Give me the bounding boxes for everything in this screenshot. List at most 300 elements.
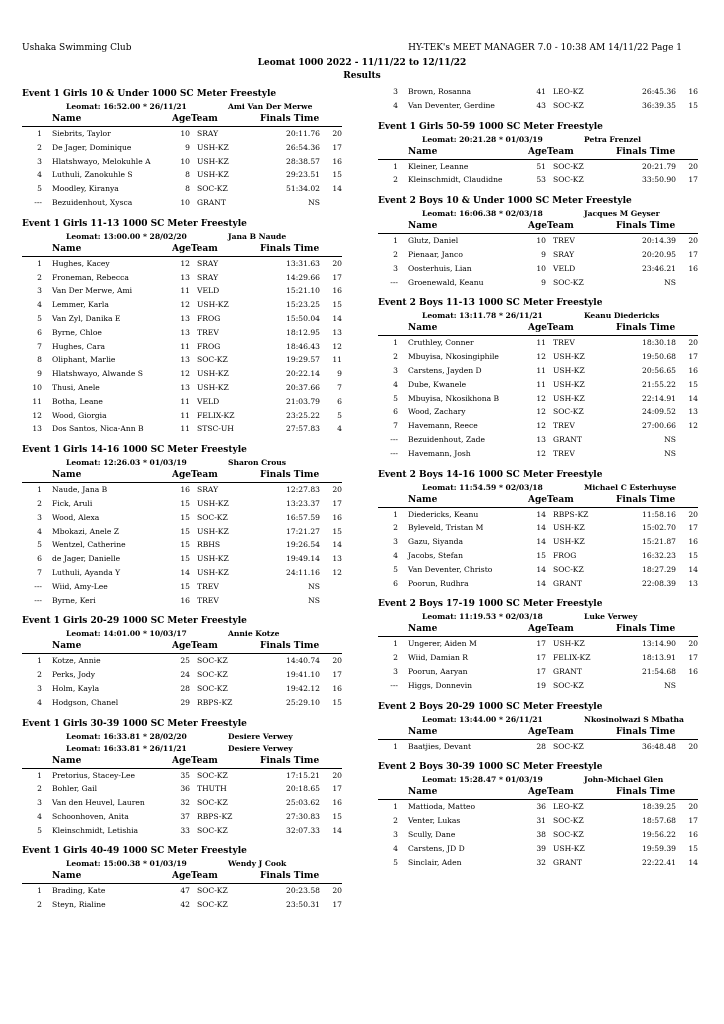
place: 1 <box>37 886 42 896</box>
points: 14 <box>332 825 342 835</box>
header-ageteam: AgeTeam <box>528 787 574 798</box>
finals-time: 18:39.25 <box>642 802 676 812</box>
points: 14 <box>332 184 342 194</box>
team: RBHS <box>197 540 221 550</box>
header-ageteam: AgeTeam <box>528 221 574 232</box>
event-block <box>378 701 698 754</box>
finals-time: 18:13.91 <box>642 653 676 663</box>
swimmer-name: Lemmer, Karla <box>52 300 109 310</box>
team: FELIX-KZ <box>553 653 591 663</box>
team: SOC-KZ <box>197 900 228 910</box>
event-block <box>378 121 698 188</box>
result-row <box>22 367 342 381</box>
record-holder: Michael C Esterhuyse <box>584 482 677 492</box>
place: 4 <box>37 170 42 180</box>
points: 13 <box>332 554 342 564</box>
place: 2 <box>393 175 398 185</box>
points: 16 <box>332 683 342 693</box>
place: 1 <box>37 656 42 666</box>
team: SRAY <box>553 249 575 259</box>
finals-time: 18:57.68 <box>642 816 676 826</box>
age: 19 <box>536 680 546 690</box>
team: SOC-KZ <box>197 798 228 808</box>
points: 16 <box>688 666 698 676</box>
points: 12 <box>688 421 698 431</box>
result-row <box>378 577 698 591</box>
finals-time: 23:50.31 <box>286 900 320 910</box>
finals-time: 20:23.58 <box>286 886 320 896</box>
result-row <box>378 563 698 577</box>
swimmer-name: Froneman, Rebecca <box>52 272 129 282</box>
team: GRANT <box>197 197 226 207</box>
result-row <box>22 155 342 169</box>
swimmer-name: Siebrits, Taylor <box>52 129 111 138</box>
result-row <box>378 665 698 679</box>
result-row <box>378 535 698 549</box>
header-name: Name <box>52 243 82 254</box>
finals-time: 23:46.21 <box>642 263 676 273</box>
result-row <box>378 85 698 99</box>
record-line <box>378 208 698 220</box>
result-row <box>22 696 342 710</box>
points: 16 <box>688 263 698 273</box>
place: 1 <box>393 338 398 348</box>
age: 13 <box>180 382 190 392</box>
place: 2 <box>37 670 42 680</box>
result-row <box>378 364 698 378</box>
result-row <box>22 483 342 497</box>
result-row <box>22 182 342 196</box>
table-header <box>22 870 342 884</box>
swimmer-name: Mbuyisa, Nkosingiphile <box>408 352 499 362</box>
header-ageteam: AgeTeam <box>172 755 218 766</box>
points: 4 <box>337 424 342 434</box>
points: 15 <box>688 843 698 853</box>
record-holder: Jana B Naude <box>228 231 287 241</box>
finals-time: 24:11.16 <box>286 567 320 577</box>
record-line <box>22 743 342 755</box>
place: 6 <box>37 554 42 564</box>
record-line <box>22 231 342 243</box>
record-line <box>378 482 698 494</box>
place: 3 <box>393 365 398 375</box>
finals-time: 17:21.27 <box>286 526 320 536</box>
age: 8 <box>185 170 190 180</box>
header-finals: Finals Time <box>260 871 320 882</box>
finals-time: 18:46.43 <box>286 341 320 351</box>
finals-time: 20:18.65 <box>286 784 320 794</box>
swimmer-name: Byleveld, Tristan M <box>408 523 484 533</box>
result-row <box>22 654 342 668</box>
points: 20 <box>332 258 342 268</box>
place: 2 <box>393 523 398 533</box>
swimmer-name: Pienaar, Janco <box>408 249 463 259</box>
age: 14 <box>180 567 190 577</box>
place: 4 <box>37 697 42 707</box>
team: SRAY <box>197 485 219 495</box>
team: SOC-KZ <box>197 512 228 522</box>
record-line <box>22 731 342 743</box>
team: SOC-KZ <box>197 355 228 365</box>
points: 17 <box>332 142 342 152</box>
header-ageteam: AgeTeam <box>528 726 574 737</box>
points: 17 <box>332 272 342 282</box>
points: 20 <box>688 509 698 519</box>
team: USH-KZ <box>553 365 585 375</box>
finals-time: 51:34.02 <box>286 184 320 194</box>
swimmer-name: Cruthley, Conner <box>408 338 474 348</box>
age: 32 <box>180 798 190 808</box>
team: GRANT <box>553 666 582 676</box>
age: 10 <box>536 263 546 273</box>
age: 41 <box>536 87 546 96</box>
header-ageteam: AgeTeam <box>528 146 574 157</box>
swimmer-name: Fick, Aruli <box>52 498 93 508</box>
finals-time: 13:23.37 <box>286 498 320 508</box>
swimmer-name: Hughes, Kacey <box>52 258 110 268</box>
team: SOC-KZ <box>553 741 584 751</box>
finals-time: 36:48.48 <box>642 741 676 751</box>
age: 13 <box>180 327 190 337</box>
record-holder: Luke Verwey <box>584 612 638 622</box>
club-name: Ushaka Swimming Club <box>22 43 132 53</box>
finals-time: 23:25.22 <box>286 410 320 420</box>
age: 14 <box>536 564 546 574</box>
result-row <box>22 884 342 898</box>
header-finals: Finals Time <box>260 641 320 652</box>
swimmer-name: Poorun, Aaryan <box>408 666 468 676</box>
swimmer-name: Hlatshwayo, Melokuhle A <box>52 156 151 166</box>
swimmer-name: Kleinschmidt, Letishia <box>52 825 139 835</box>
points: 20 <box>332 886 342 896</box>
swimmer-name: Poorun, Rudhra <box>408 578 469 588</box>
result-row <box>378 350 698 364</box>
header-finals: Finals Time <box>616 323 676 334</box>
team: SOC-KZ <box>553 100 584 110</box>
points: 20 <box>332 656 342 666</box>
record-line <box>22 457 342 469</box>
result-row <box>378 521 698 535</box>
points: 7 <box>337 382 342 392</box>
team: THUTH <box>197 784 227 794</box>
age: 12 <box>536 352 546 362</box>
record-holder: Desiere Verwey <box>228 731 293 741</box>
finals-time: NS <box>664 277 676 287</box>
age: 8 <box>185 184 190 194</box>
team: RBPS-KZ <box>197 811 233 821</box>
points: 15 <box>688 379 698 389</box>
result-row <box>22 782 342 796</box>
header-name: Name <box>52 470 82 481</box>
result-row <box>378 378 698 392</box>
age: 12 <box>536 448 546 458</box>
place: 1 <box>37 129 42 138</box>
place: 1 <box>393 509 398 519</box>
finals-time: NS <box>664 434 676 444</box>
place: 13 <box>32 424 42 434</box>
header-name: Name <box>408 726 438 737</box>
team: SOC-KZ <box>553 564 584 574</box>
age: 42 <box>180 900 190 910</box>
finals-time: 20:21.79 <box>642 161 676 171</box>
points: 15 <box>332 170 342 180</box>
age: 11 <box>536 379 546 389</box>
place: 6 <box>393 578 398 588</box>
result-row <box>22 168 342 182</box>
event-title: Event 2 Boys 17-19 1000 SC Meter Freestyle <box>378 599 603 610</box>
header-finals: Finals Time <box>260 755 320 766</box>
age: 33 <box>180 825 190 835</box>
result-row <box>378 248 698 262</box>
record-time: Leomat: 16:06.38 * 02/03/18 <box>422 209 543 219</box>
finals-time: NS <box>664 448 676 458</box>
age: 11 <box>180 341 190 351</box>
software-stamp: HY-TEK's MEET MANAGER 7.0 - 10:38 AM 14/11/22 Page 1 <box>408 43 682 53</box>
place: 6 <box>393 407 398 417</box>
finals-time: 19:29.57 <box>286 355 320 365</box>
place: 5 <box>37 540 42 550</box>
age: 11 <box>180 424 190 434</box>
age: 28 <box>536 741 546 751</box>
swimmer-name: Dos Santos, Nica-Ann B <box>52 424 144 434</box>
table-header <box>22 469 342 483</box>
event-block <box>22 88 342 210</box>
team: USH-KZ <box>553 352 585 362</box>
record-holder: Nkosinolwazi S Mbatha <box>584 714 684 724</box>
record-time: Leomat: 15:00.38 * 01/03/19 <box>66 859 187 869</box>
header-ageteam: AgeTeam <box>172 470 218 481</box>
age: 12 <box>536 421 546 431</box>
age: 15 <box>180 554 190 564</box>
finals-time: 25:03.62 <box>286 798 320 808</box>
team: USH-KZ <box>197 554 229 564</box>
points: 17 <box>332 498 342 508</box>
record-time: Leomat: 20:21.28 * 01/03/19 <box>422 134 543 144</box>
finals-time: 21:54.68 <box>642 666 676 676</box>
header-ageteam: AgeTeam <box>528 624 574 635</box>
result-row <box>378 814 698 828</box>
swimmer-name: Ungerer, Aiden M <box>408 639 477 649</box>
team: FROG <box>553 550 577 560</box>
age: 11 <box>180 410 190 420</box>
event-continuation <box>378 85 698 113</box>
finals-time: 19:59.39 <box>642 843 676 853</box>
swimmer-name: Pretorius, Stacey-Lee <box>52 770 135 780</box>
record-holder: John-Michael Glen <box>584 775 664 785</box>
age: 9 <box>541 277 546 287</box>
place: 7 <box>37 567 42 577</box>
finals-time: 27:57.83 <box>286 424 320 434</box>
team: SOC-KZ <box>197 656 228 666</box>
points: 20 <box>688 161 698 171</box>
place: 9 <box>37 369 42 379</box>
finals-time: 22:22.41 <box>642 857 676 867</box>
swimmer-name: Van Zyl, Danika E <box>52 313 121 323</box>
place: 2 <box>393 249 398 259</box>
place: 3 <box>393 537 398 547</box>
header-finals: Finals Time <box>260 114 320 124</box>
points: 14 <box>688 564 698 574</box>
swimmer-name: Wood, Giorgia <box>52 410 107 420</box>
team: USH-KZ <box>553 843 585 853</box>
swimmer-name: Oosterhuis, Lian <box>408 263 472 273</box>
age: 12 <box>180 300 190 310</box>
finals-time: 28:38.57 <box>286 156 320 166</box>
team: SOC-KZ <box>553 277 584 287</box>
finals-time: 26:45.36 <box>642 87 676 96</box>
points: 15 <box>332 697 342 707</box>
swimmer-name: Scully, Dane <box>408 829 456 839</box>
team: TREV <box>197 327 219 337</box>
header-name: Name <box>52 114 82 124</box>
points: 13 <box>332 327 342 337</box>
team: USH-KZ <box>553 379 585 389</box>
swimmer-name: Mbokazi, Anele Z <box>52 526 120 536</box>
result-row <box>22 594 342 608</box>
swimmer-name: Carstens, Jayden D <box>408 365 482 375</box>
finals-time: 14:40.74 <box>286 656 320 666</box>
place: 3 <box>393 829 398 839</box>
team: VELD <box>553 263 576 273</box>
points: 16 <box>688 87 698 96</box>
finals-time: 19:42.12 <box>286 683 320 693</box>
event-title: Event 1 Girls 30-39 1000 SC Meter Freestyle <box>22 718 247 729</box>
points: 12 <box>332 567 342 577</box>
place: --- <box>390 434 398 444</box>
swimmer-name: Wiid, Amy-Lee <box>52 581 108 591</box>
place: --- <box>34 197 42 207</box>
header-name: Name <box>408 787 438 798</box>
header-ageteam: AgeTeam <box>172 114 218 124</box>
place: 3 <box>393 263 398 273</box>
age: 47 <box>180 886 190 896</box>
age: 51 <box>536 161 546 171</box>
record-holder: Sharon Crous <box>228 458 287 468</box>
points: 20 <box>688 802 698 812</box>
event-title: Event 2 Boys 20-29 1000 SC Meter Freestyle <box>378 701 603 712</box>
event-title: Event 1 Girls 40-49 1000 SC Meter Freestyle <box>22 846 247 857</box>
finals-time: 20:20.95 <box>642 249 676 259</box>
age: 25 <box>180 656 190 666</box>
points: 17 <box>688 816 698 826</box>
meet-title: Leomat 1000 2022 - 11/11/22 to 12/11/22 <box>257 58 467 68</box>
event-block <box>22 444 342 607</box>
place: 5 <box>393 857 398 867</box>
header-name: Name <box>408 221 438 232</box>
event-title: Event 2 Boys 10 & Under 1000 SC Meter Freestyle <box>378 196 632 207</box>
swimmer-name: Holm, Kayla <box>52 683 100 693</box>
finals-time: 24:09.52 <box>642 407 676 417</box>
points: 20 <box>688 338 698 348</box>
team: USH-KZ <box>553 523 585 533</box>
result-row <box>22 580 342 594</box>
result-row <box>22 340 342 354</box>
points: 16 <box>332 286 342 296</box>
swimmer-name: Van Deventer, Christo <box>408 564 493 574</box>
record-time: Leomat: 14:01.00 * 10/03/17 <box>66 629 187 639</box>
swimmer-name: Glutz, Daniel <box>408 236 459 246</box>
team: SRAY <box>197 258 219 268</box>
swimmer-name: Jacobs, Stefan <box>408 550 463 560</box>
place: 5 <box>37 184 42 194</box>
header-name: Name <box>52 641 82 652</box>
team: FROG <box>197 313 221 323</box>
age: 10 <box>180 156 190 166</box>
finals-time: 22:08.39 <box>642 578 676 588</box>
points: 20 <box>332 485 342 495</box>
result-row <box>378 392 698 406</box>
team: SOC-KZ <box>553 680 584 690</box>
place: 1 <box>393 639 398 649</box>
finals-time: 16:32.23 <box>642 550 676 560</box>
swimmer-name: Byrne, Keri <box>52 595 96 605</box>
place: 4 <box>393 843 398 853</box>
age: 16 <box>180 485 190 495</box>
record-time: Leomat: 16:52.00 * 26/11/21 <box>66 102 187 111</box>
age: 36 <box>536 802 546 812</box>
points: 17 <box>688 523 698 533</box>
finals-time: 36:39.35 <box>642 100 676 110</box>
swimmer-name: Havemann, Josh <box>408 448 471 458</box>
age: 39 <box>536 843 546 853</box>
finals-time: 29:23.51 <box>286 170 320 180</box>
swimmer-name: Kleiner, Leanne <box>408 161 469 171</box>
place: 4 <box>37 811 42 821</box>
swimmer-name: Van Deventer, Gerdine <box>408 100 495 110</box>
header-name: Name <box>52 755 82 766</box>
result-row <box>22 682 342 696</box>
finals-time: 22:14.91 <box>642 393 676 403</box>
age: 15 <box>180 581 190 591</box>
age: 28 <box>180 683 190 693</box>
place: --- <box>390 448 398 458</box>
swimmer-name: Gazu, Siyanda <box>408 537 464 547</box>
place: 1 <box>393 236 398 246</box>
result-row <box>22 525 342 539</box>
points: 15 <box>688 100 698 110</box>
team: GRANT <box>553 578 582 588</box>
record-line <box>378 611 698 623</box>
result-row <box>22 422 342 436</box>
place: 4 <box>393 100 398 110</box>
finals-time: 14:29.66 <box>286 272 320 282</box>
age: 14 <box>536 578 546 588</box>
place: 3 <box>37 286 42 296</box>
points: 11 <box>332 355 342 365</box>
age: 12 <box>180 369 190 379</box>
team: FROG <box>197 341 221 351</box>
team: SOC-KZ <box>553 816 584 826</box>
result-row <box>378 651 698 665</box>
team: RBPS-KZ <box>553 509 589 519</box>
place: 5 <box>393 564 398 574</box>
table-header <box>378 494 698 508</box>
finals-time: 20:37.66 <box>286 382 320 392</box>
finals-time: 18:27.29 <box>642 564 676 574</box>
place: 1 <box>37 485 42 495</box>
header-name: Name <box>408 323 438 334</box>
swimmer-name: Venter, Lukas <box>408 816 461 826</box>
team: USH-KZ <box>553 393 585 403</box>
points: 17 <box>688 352 698 362</box>
event-title: Event 1 Girls 20-29 1000 SC Meter Freestyle <box>22 616 247 627</box>
finals-time: NS <box>308 197 320 207</box>
record-holder: Keanu Diedericks <box>584 311 660 321</box>
table-header <box>22 640 342 654</box>
team: LEO-KZ <box>553 802 584 812</box>
event-block <box>22 718 342 838</box>
record-line <box>22 858 342 870</box>
